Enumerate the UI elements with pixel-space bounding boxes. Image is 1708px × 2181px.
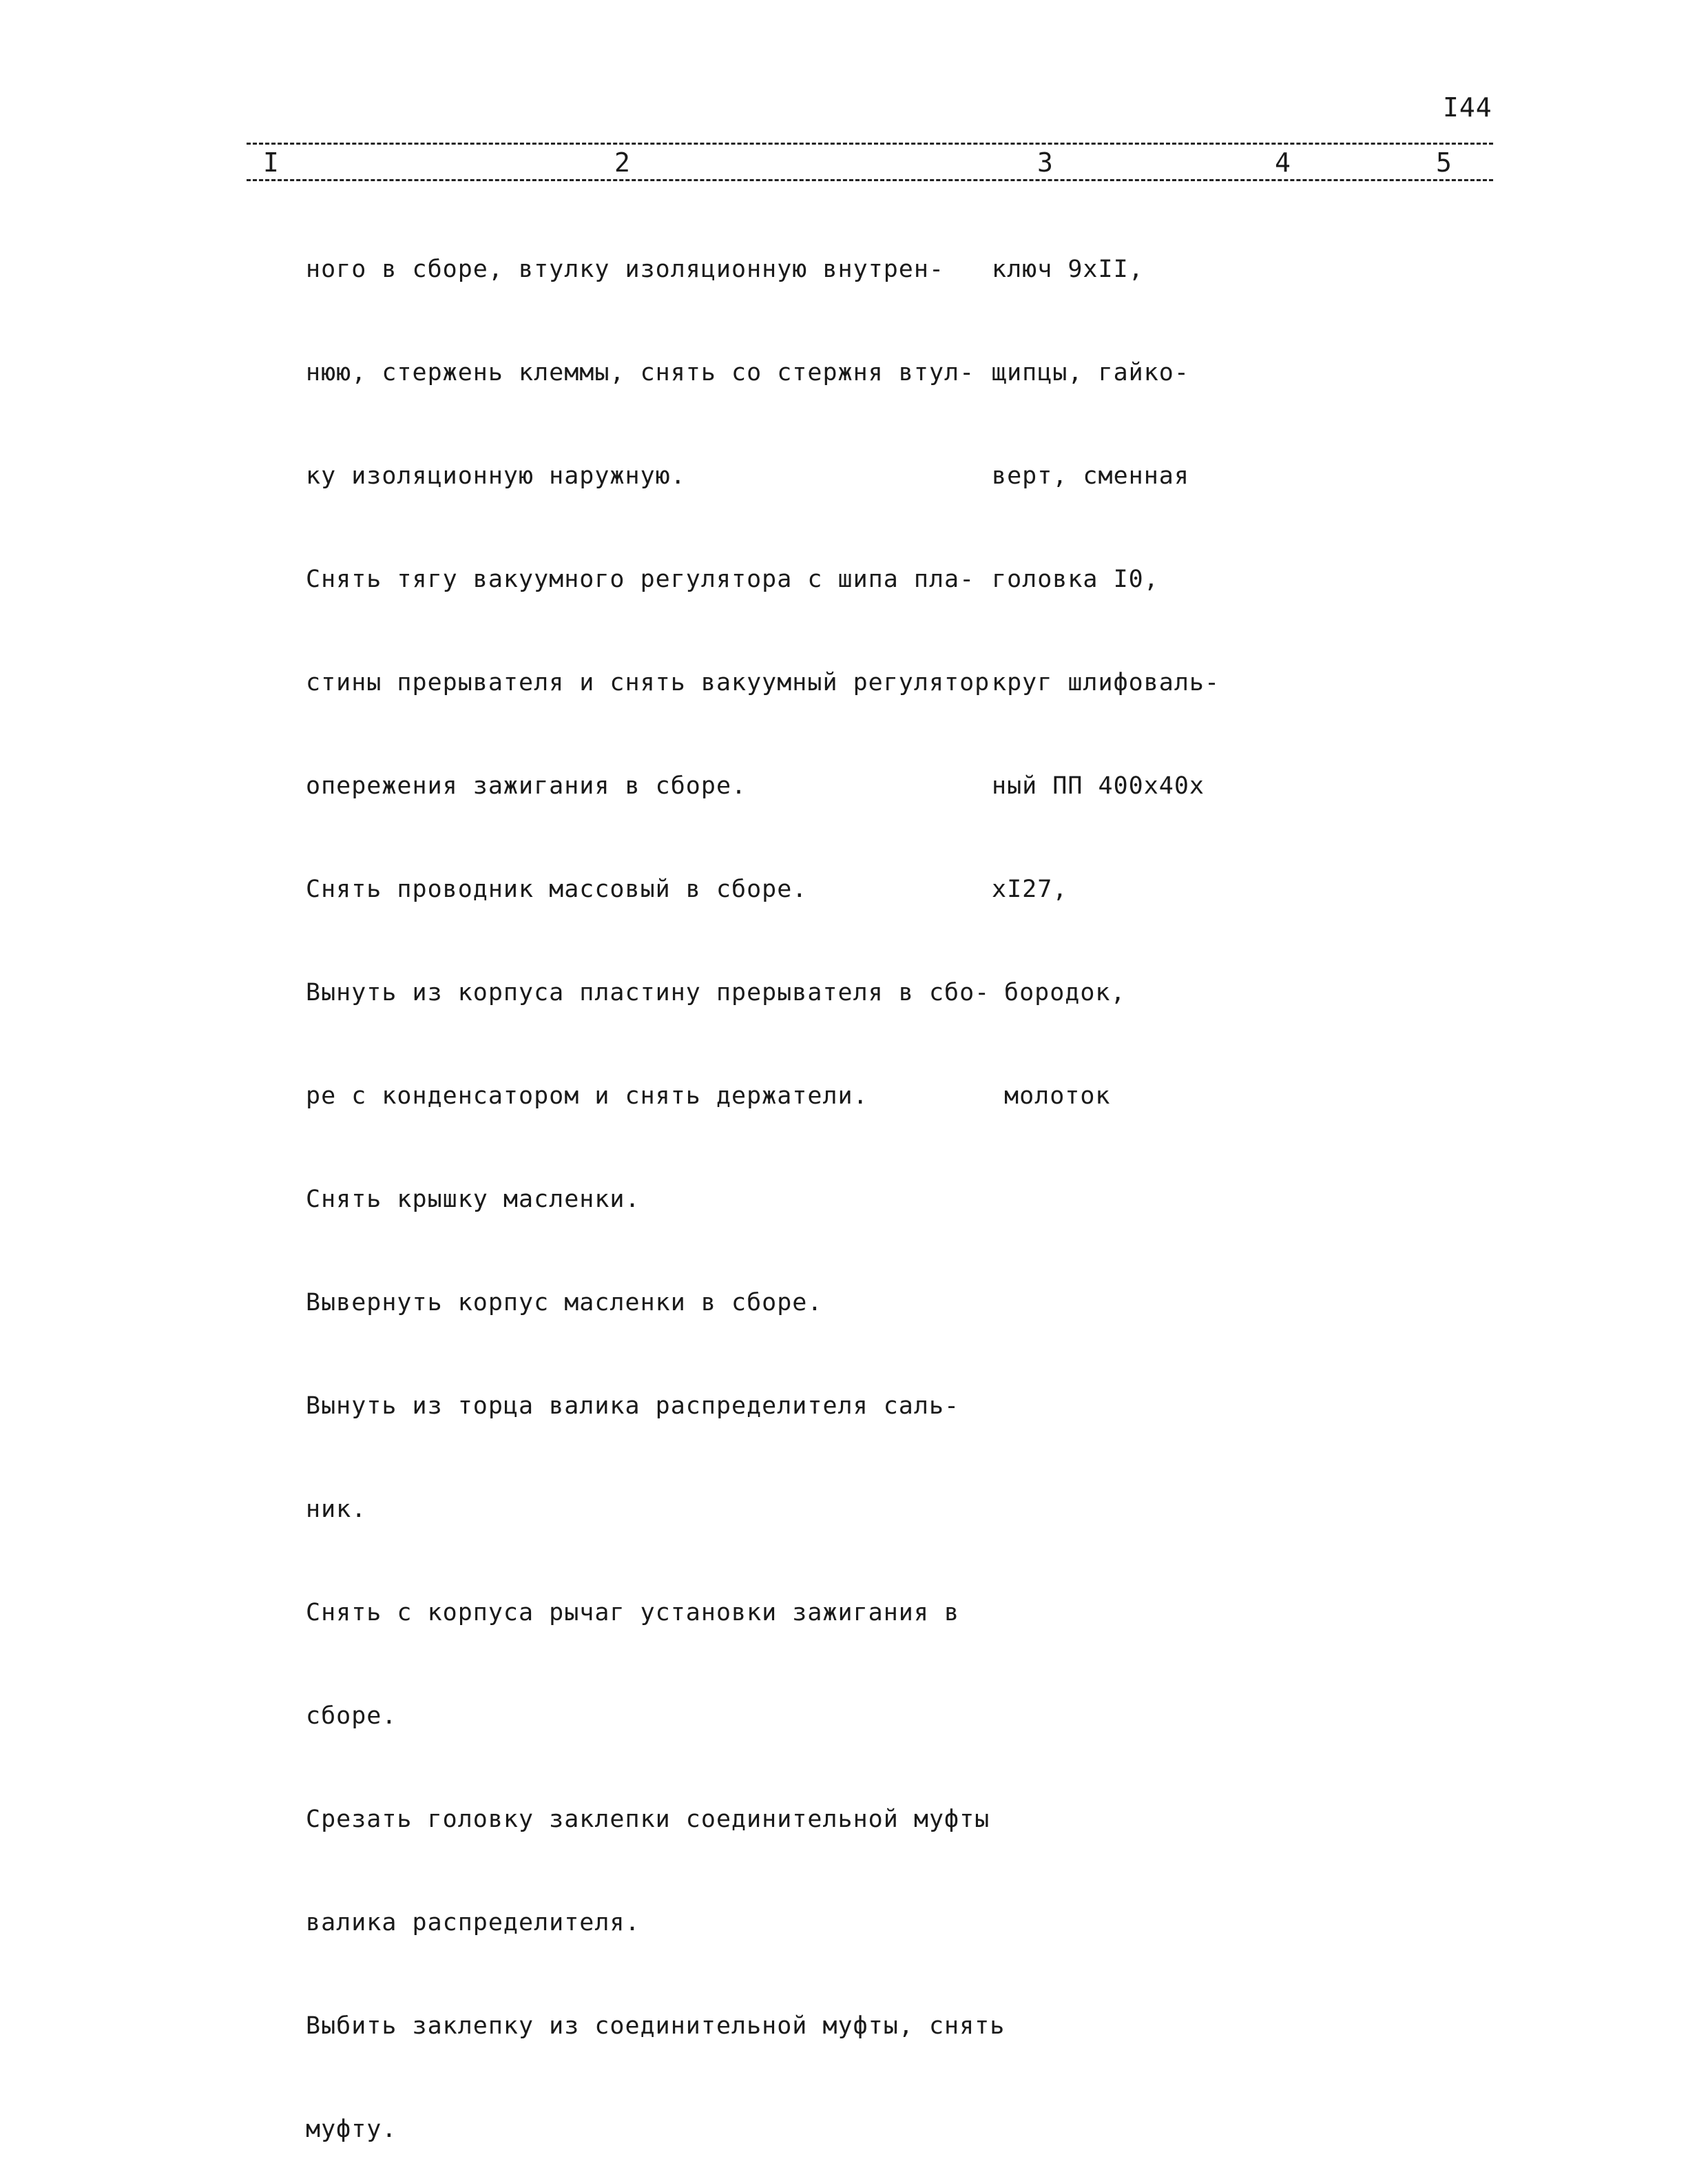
operations-column [306, 190, 1005, 2181]
operation-line: нюю, стержень клеммы, снять со стержня втул- [306, 359, 975, 386]
tool-line: верт, сменная [992, 462, 1189, 490]
tools-column [992, 190, 1220, 1148]
operation-line: Выбить заклепку из соединительной муфты, снять [306, 2012, 1006, 2040]
page-number: I44 [1443, 92, 1492, 123]
operation-line: Снять крышку масленки. [306, 1186, 640, 1213]
operation-line: Снять проводник массовый в сборе. [306, 876, 808, 903]
operation-line: Снять с корпуса рычаг установки зажигания в [306, 1599, 960, 1626]
column-number-3: 3 [1034, 147, 1056, 178]
operation-line: валика распределителя. [306, 1909, 640, 1936]
operation-line: Вывернуть корпус масленки в сборе. [306, 1289, 823, 1316]
operation-line: муфту. [306, 2116, 397, 2143]
table-header-bottom-rule [247, 179, 1493, 181]
operation-line: стины прерывателя и снять вакуумный регулятор [306, 669, 990, 696]
column-number-5: 5 [1433, 147, 1455, 178]
operation-line: ре с конденсатором и снять держатели. [306, 1082, 868, 1110]
tool-line: щипцы, гайко- [992, 359, 1189, 386]
tool-line: хI27, [992, 876, 1068, 903]
tool-line: круг шлифоваль- [992, 669, 1220, 696]
tool-line: ключ 9хII, [992, 256, 1144, 283]
operation-line: Снять тягу вакуумного регулятора с шипа пла- [306, 566, 975, 593]
column-number-1: I [260, 147, 282, 178]
operation-line: сборе. [306, 1702, 397, 1730]
tool-line: бородок, [1004, 979, 1126, 1006]
operation-line: Вынуть из торца валика распределителя саль- [306, 1392, 960, 1420]
column-number-4: 4 [1272, 147, 1293, 178]
tool-line: молоток [1004, 1082, 1111, 1110]
operation-line: Вынуть из корпуса пластину прерывателя в сбо- [306, 979, 990, 1006]
tool-line: ный ПП 400х40х [992, 772, 1205, 800]
operation-line: ного в сборе, втулку изоляционную внутрен- [306, 256, 945, 283]
table-header-top-rule [247, 143, 1493, 145]
operation-line: ник. [306, 1496, 367, 1523]
operation-line: Срезать головку заклепки соединительной муфты [306, 1806, 990, 1833]
operation-line: ку изоляционную наружную. [306, 462, 686, 490]
operation-line: опережения зажигания в сборе. [306, 772, 747, 800]
column-number-2: 2 [612, 147, 633, 178]
tool-line: головка I0, [992, 566, 1159, 593]
